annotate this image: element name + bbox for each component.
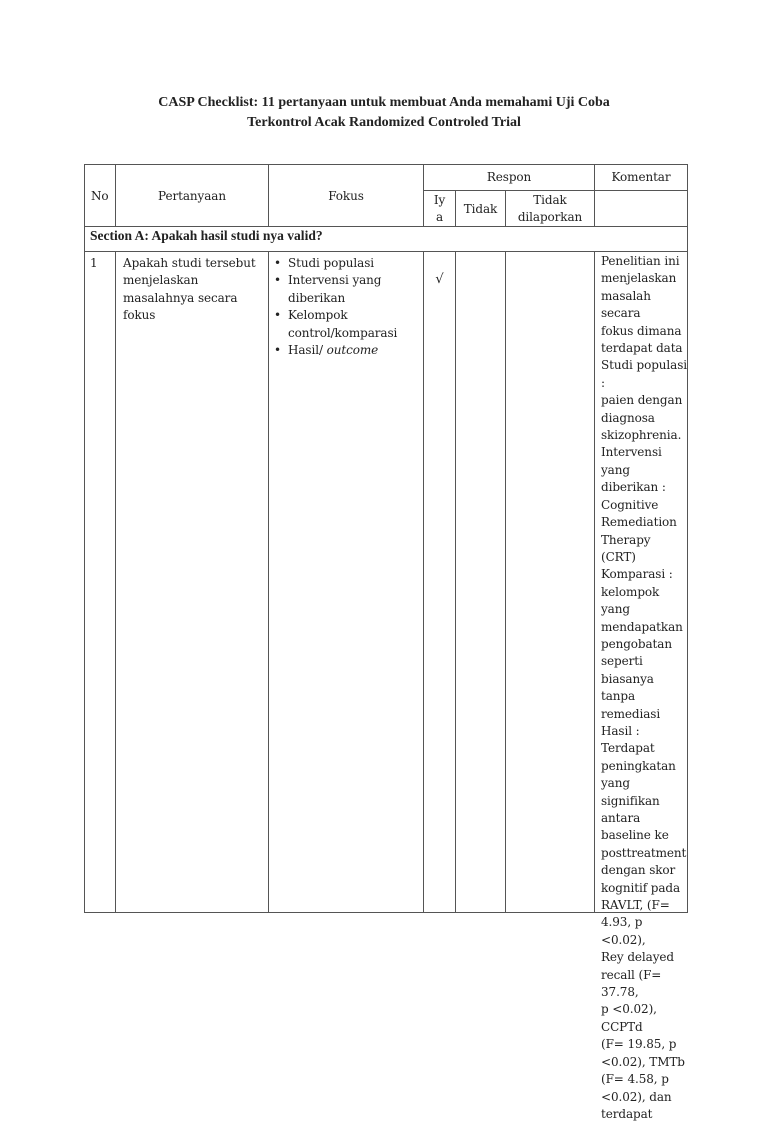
komentar-line: Remediation bbox=[601, 515, 677, 530]
bullet-icon: • bbox=[274, 308, 281, 323]
komentar-line: Rey delayed bbox=[601, 950, 674, 965]
fokus-item-kelompok: • Kelompok control/komparasi bbox=[274, 308, 398, 340]
fokus-hasil-italic: outcome bbox=[326, 343, 379, 358]
pertanyaan-line: Apakah studi tersebut bbox=[123, 256, 256, 270]
row-1-iya-checkmark: √ bbox=[435, 272, 444, 287]
komentar-line: Penelitian ini bbox=[601, 254, 680, 268]
casp-checklist-table bbox=[84, 164, 688, 1121]
komentar-line: posttreatment bbox=[601, 845, 687, 860]
komentar-line: recall (F= 37.78, bbox=[601, 967, 662, 1000]
document-title bbox=[0, 93, 768, 133]
fokus-item-hasil bbox=[270, 342, 422, 359]
komentar-line: diberikan : bbox=[601, 480, 666, 495]
header-iya bbox=[424, 192, 455, 227]
header-iya-line-1: Iy bbox=[433, 193, 446, 207]
table-border-right bbox=[687, 164, 688, 913]
respon-subheader-rule bbox=[423, 190, 688, 191]
komentar-line: 4.93, p <0.02), bbox=[601, 915, 646, 947]
komentar-line: Komparasi : bbox=[601, 567, 673, 582]
komentar-line: RAVLT, (F= bbox=[601, 898, 670, 913]
komentar-line: baseline ke bbox=[601, 828, 669, 843]
col-rule-pertanyaan-body bbox=[268, 251, 269, 913]
pertanyaan-line: fokus bbox=[123, 308, 156, 323]
fokus-item-studi-populasi: • Studi populasi bbox=[270, 255, 422, 272]
row-1-fokus bbox=[270, 255, 422, 359]
section-a-heading: Section A: Apakah hasil studi nya valid? bbox=[90, 228, 323, 243]
row-1-komentar bbox=[601, 253, 687, 1123]
table-border-bottom bbox=[84, 912, 688, 913]
komentar-line: Hasil : Terdapat bbox=[601, 723, 655, 756]
fokus-item-intervensi: • Intervensi yang diberikan bbox=[274, 273, 382, 305]
komentar-line: kelompok yang bbox=[601, 584, 660, 617]
pertanyaan-line: menjelaskan bbox=[123, 273, 199, 288]
fokus-list bbox=[270, 255, 422, 359]
row-1-no: 1 bbox=[90, 256, 98, 270]
table-border-left bbox=[84, 164, 85, 913]
komentar-line: Cognitive bbox=[601, 497, 659, 512]
header-iya-line-2: a bbox=[435, 210, 444, 225]
komentar-line: <0.02), TMTb bbox=[601, 1054, 685, 1069]
section-bottom-rule bbox=[84, 251, 688, 252]
komentar-line: seperti biasanya bbox=[601, 654, 654, 686]
pertanyaan-line: masalahnya secara bbox=[123, 290, 238, 305]
header-fokus: Fokus bbox=[328, 189, 364, 203]
col-rule-tidak-body bbox=[505, 251, 506, 913]
title-line-2: Terkontrol Acak Randomized Controled Trial bbox=[247, 115, 521, 130]
komentar-line: pengobatan bbox=[601, 636, 672, 651]
komentar-line: (F= 19.85, p bbox=[601, 1037, 677, 1052]
header-no: No bbox=[91, 189, 109, 203]
komentar-line: skizophrenia. bbox=[601, 428, 682, 443]
komentar-line: p <0.02), CCPTd bbox=[601, 1002, 657, 1034]
komentar-line: fokus dimana bbox=[601, 323, 682, 338]
header-tidak-dilaporkan bbox=[506, 192, 594, 227]
header-pertanyaan: Pertanyaan bbox=[158, 189, 226, 203]
header-bottom-rule bbox=[84, 226, 688, 227]
col-rule-iya-body bbox=[455, 251, 456, 913]
komentar-line: tanpa remediasi bbox=[601, 689, 661, 721]
komentar-line: Studi populasi : bbox=[601, 358, 688, 390]
komentar-line: menjelaskan bbox=[601, 271, 677, 286]
header-tidak-dilaporkan-line-2: dilaporkan bbox=[517, 210, 583, 225]
header-tidak: Tidak bbox=[463, 202, 498, 216]
title-line-1: CASP Checklist: 11 pertanyaan untuk membuat Anda memahami Uji Coba bbox=[158, 95, 610, 110]
row-1-pertanyaan bbox=[123, 255, 267, 325]
header-respon: Respon bbox=[486, 170, 532, 184]
komentar-line: paien dengan bbox=[601, 393, 683, 408]
komentar-line: kognitif pada bbox=[601, 880, 681, 895]
komentar-line: signifikan antara bbox=[601, 793, 660, 825]
komentar-line: <0.02), dan bbox=[601, 1089, 672, 1104]
bullet-icon: • bbox=[274, 343, 281, 358]
header-tidak-dilaporkan-line-1: Tidak bbox=[533, 193, 567, 207]
komentar-line: Intervensi yang bbox=[601, 445, 662, 477]
bullet-icon: • bbox=[274, 273, 281, 288]
komentar-line: terdapat data bbox=[601, 341, 683, 356]
header-komentar: Komentar bbox=[611, 170, 671, 184]
fokus-hasil-label: Hasil/ bbox=[288, 343, 327, 358]
komentar-line: peningkatan yang bbox=[601, 758, 676, 791]
komentar-line: Therapy (CRT) bbox=[601, 532, 651, 564]
bullet-icon: • bbox=[274, 256, 281, 270]
komentar-line: diagnosa bbox=[601, 410, 655, 425]
komentar-line: dengan skor bbox=[601, 863, 676, 878]
komentar-line: (F= 4.58, p bbox=[601, 1072, 669, 1087]
komentar-line: masalah secara bbox=[601, 288, 651, 321]
col-rule-fokus-body bbox=[423, 251, 424, 913]
table-border-top bbox=[84, 164, 688, 165]
col-rule-no-body bbox=[115, 251, 116, 913]
komentar-line: mendapatkan bbox=[601, 619, 683, 634]
komentar-line: terdapat bbox=[601, 1106, 653, 1121]
col-rule-respon-body bbox=[594, 251, 595, 913]
